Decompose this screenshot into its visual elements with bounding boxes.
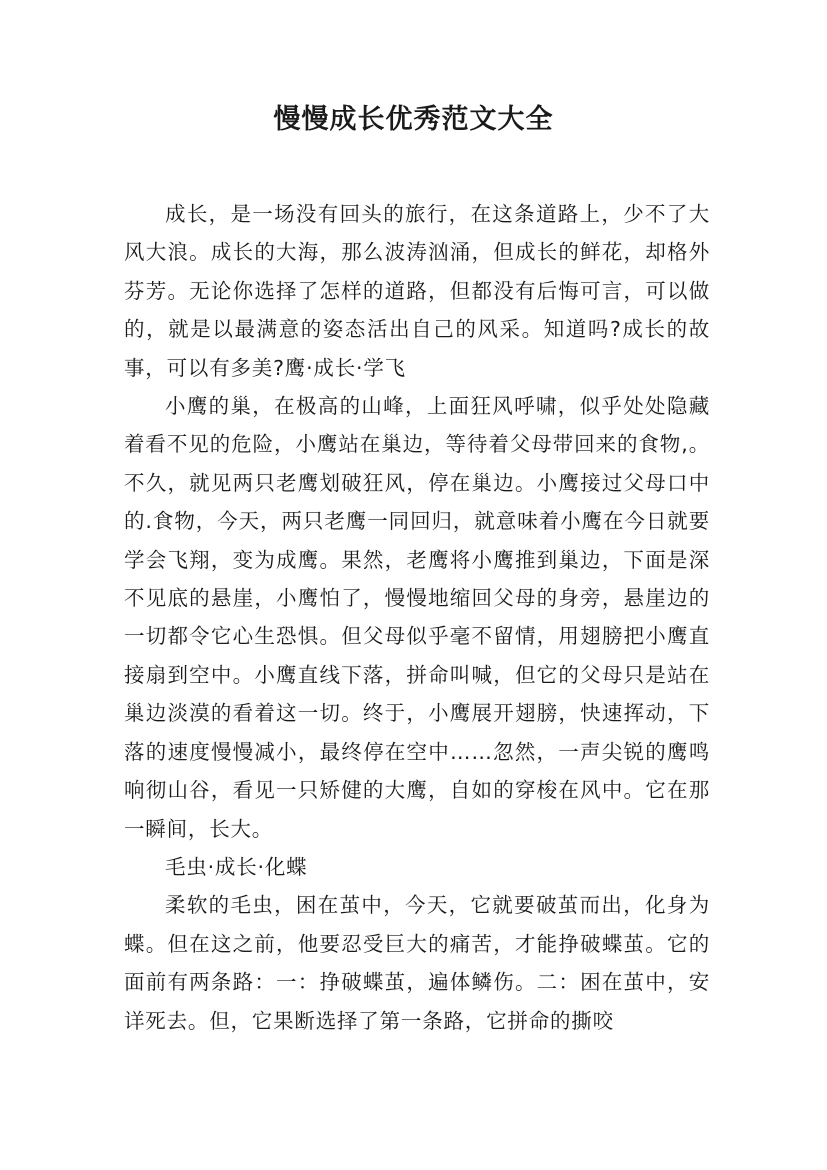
paragraph-eagle: 小鹰的巢，在极高的山峰，上面狂风呼啸，似乎处处隐藏着看不见的危险，小鹰站在巢边，等待着父母带回来的食物,。不久，就见两只老鹰划破狂风，停在巢边。小鹰接过父母口中的.食物，今天，两只老鹰一同回归，就意味着小鹰在今日就要学会飞翔，变为成鹰。果然，老鹰将小鹰推到巢边，下面是深不见底的悬崖，小鹰怕了，慢慢地缩回父母的身旁，悬崖边的一切都令它心生恐惧。但父母似乎毫不留情，用翅膀把小鹰直接扇到空中。小鹰直线下落，拼命叫喊，但它的父母只是站在巢边淡漠的看着这一切。终于，小鹰展开翅膀，快速挥动，下落的速度慢慢减小，最终停在空中……忽然，一声尖锐的鹰鸣响彻山谷，看见一只矫健的大鹰，自如的穿梭在风中。它在那一瞬间，长大。 bbox=[124, 394, 710, 841]
paragraph-caterpillar: 柔软的毛虫，困在茧中，今天，它就要破茧而出，化身为蝶。但在这之前，他要忍受巨大的痛苦，才能挣破蝶茧。它的面前有两条路：一：挣破蝶茧，遍体鳞伤。二：困在茧中，安详死去。但，它果断选择了第一条路，它拼命的撕咬 bbox=[124, 893, 710, 1033]
document-body bbox=[124, 195, 710, 1040]
document-title: 慢慢成长优秀范文大全 bbox=[273, 104, 554, 135]
section-heading-butterfly: 毛虫·成长·化蝶 bbox=[165, 854, 308, 879]
paragraph-intro: 成长，是一场没有回头的旅行，在这条道路上，少不了大风大浪。成长的大海，那么波涛汹涌，但成长的鲜花，却格外芬芳。无论你选择了怎样的道路，但都没有后悔可言，可以做的，就是以最满意的姿态活出自己的风采。知道吗?成长的故事，可以有多美?鹰·成长·学飞 bbox=[124, 202, 710, 380]
